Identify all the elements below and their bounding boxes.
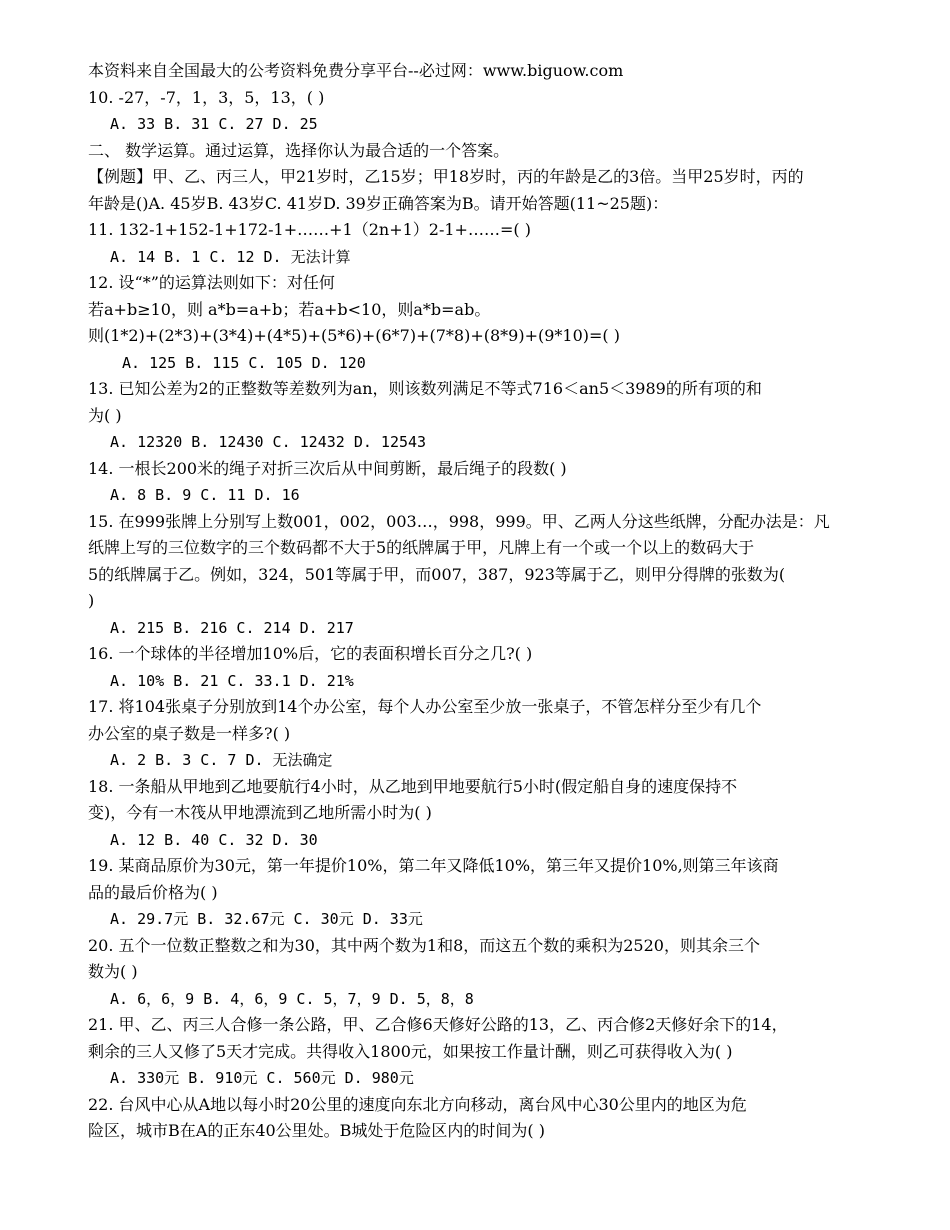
answer-options-line: A. 6，6，9 B. 4，6，9 C. 5，7，9 D. 5，8，8 (110, 989, 474, 1008)
question-text-line: 变)，今有一木筏从甲地漂流到乙地所需小时为( ) (88, 803, 432, 822)
question-text-line: ) (88, 591, 95, 610)
question-text-line: 15. 在999张牌上分别写上数001，002，003…，998，999。甲、乙两人分这些纸牌，分配办法是：凡 (88, 511, 830, 531)
question-text-line: 10. -27，-7，1，3，5，13，( ) (88, 87, 325, 107)
question-text-line: 11. 132-1+152-1+172-1+……+1（2n+1）2-1+……=( ) (88, 220, 531, 239)
question-text-line: 20. 五个一位数正整数之和为30，其中两个数为1和8，而这五个数的乘积为2520，则其余三个 (88, 935, 760, 955)
page-header-source-line: 本资料来自全国最大的公考资料免费分享平台--必过网：www.biguow.com (88, 61, 624, 80)
question-text-line: 品的最后价格为( ) (88, 882, 218, 902)
answer-options-line: A. 12320 B. 12430 C. 12432 D. 12543 (110, 433, 427, 451)
question-text-line: 险区，城市B在A的正东40公里处。B城处于危险区内的时间为( ) (88, 1121, 546, 1140)
question-text-line: 5的纸牌属于乙。例如，324，501等属于甲，而007，387，923等属于乙，则甲分得牌的张数为( (88, 564, 786, 584)
answer-options-line: A. 8 B. 9 C. 11 D. 16 (110, 486, 300, 504)
answer-options-line: A. 14 B. 1 C. 12 D. 无法计算 (110, 247, 351, 266)
question-text-line: 剩余的三人又修了5天才完成。共得收入1800元，如果按工作量计酬，则乙可获得收入为( ) (88, 1041, 733, 1061)
answer-options-line: A. 330元 B. 910元 C. 560元 D. 980元 (110, 1069, 414, 1087)
question-text-line: 二、 数学运算。通过运算，选择你认为最合适的一个答案。 (88, 140, 510, 160)
question-text-line: 13. 已知公差为2的正整数等差数列为an，则该数列满足不等式716＜an5＜3989的所有项的和 (88, 379, 762, 398)
document-body (88, 58, 868, 1145)
question-text-line: 12. 设“*”的运算法则如下：对任何 (88, 273, 335, 292)
question-text-line: 17. 将104张桌子分别放到14个办公室，每个人办公室至少放一张桌子，不管怎样分至少有几个 (88, 697, 762, 716)
question-text-line: 则(1*2)+(2*3)+(3*4)+(4*5)+(5*6)+(6*7)+(7*8)+(8*9)+(9*10)=( ) (88, 326, 620, 345)
answer-options-line: A. 29.7元 B. 32.67元 C. 30元 D. 33元 (110, 910, 423, 928)
question-text-line: 数为( ) (88, 962, 138, 981)
answer-options-line: A. 33 B. 31 C. 27 D. 25 (110, 115, 318, 133)
question-text-line: 14. 一根长200米的绳子对折三次后从中间剪断，最后绳子的段数( ) (88, 458, 567, 478)
question-text-line: 办公室的桌子数是一样多?( ) (88, 723, 291, 743)
answer-options-line: A. 2 B. 3 C. 7 D. 无法确定 (110, 751, 333, 769)
question-text-line: 为( ) (88, 405, 122, 425)
answer-options-line: A. 215 B. 216 C. 214 D. 217 (110, 618, 354, 637)
question-text-line: 19. 某商品原价为30元，第一年提价10%，第二年又降低10%，第三年又提价10%,则第三年该商 (88, 856, 779, 875)
question-text-line: 若a+b≥10，则 a*b=a+b；若a+b<10，则a*b=ab。 (88, 299, 491, 319)
question-text-line: 年龄是()A. 45岁B. 43岁C. 41岁D. 39岁正确答案为B。请开始答题(11~25题)： (88, 193, 669, 213)
question-text-line: 18. 一条船从甲地到乙地要航行4小时，从乙地到甲地要航行5小时(假定船自身的速度保持不 (88, 776, 738, 796)
answer-options-line: A. 125 B. 115 C. 105 D. 120 (122, 353, 366, 372)
question-text-line: 纸牌上写的三位数字的三个数码都不大于5的纸牌属于甲，凡牌上有一个或一个以上的数码大于 (88, 538, 755, 557)
question-text-line: 21. 甲、乙、丙三人合修一条公路，甲、乙合修6天修好公路的13，乙、丙合修2天修好余下的14， (88, 1015, 788, 1034)
question-text-line: 16. 一个球体的半径增加10%后，它的表面积增长百分之几?( ) (88, 644, 533, 663)
answer-options-line: A. 10% B. 21 C. 33.1 D. 21% (110, 671, 354, 690)
question-text-line: 22. 台风中心从A地以每小时20公里的速度向东北方向移动，离台风中心30公里内的地区为危 (88, 1094, 747, 1114)
question-text-line: 【例题】甲、乙、丙三人，甲21岁时，乙15岁；甲18岁时，丙的年龄是乙的3倍。当甲25岁时，丙的 (88, 167, 804, 186)
answer-options-line: A. 12 B. 40 C. 32 D. 30 (110, 830, 318, 849)
